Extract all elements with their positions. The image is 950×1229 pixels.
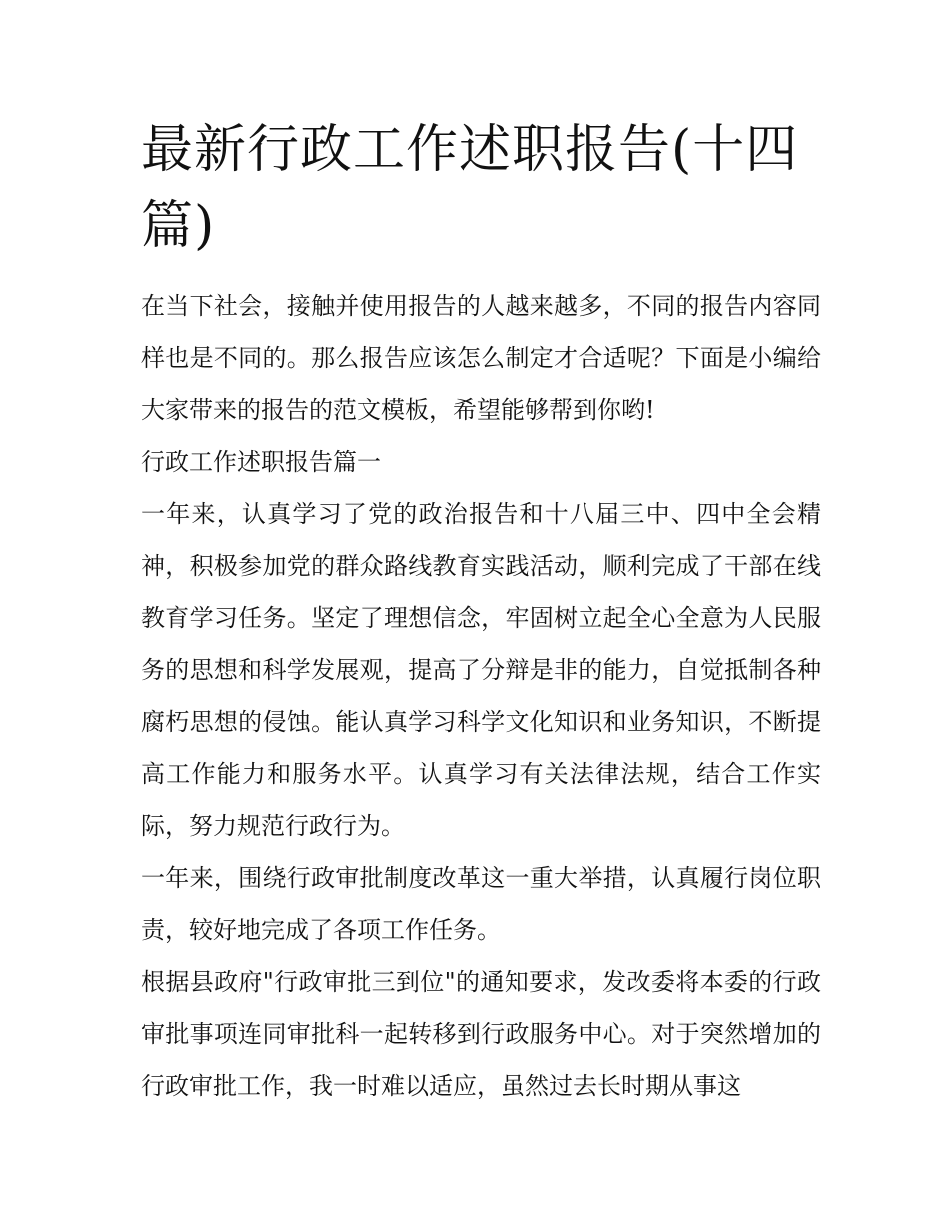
body-paragraph-3: 根据县政府"行政审批三到位"的通知要求，发改委将本委的行政审批事项连同审批科一起转移到行政服务中心。对于突然增加的行政审批工作，我一时难以适应，虽然过去长时期从事这 <box>141 968 821 1100</box>
intro-paragraph: 在当下社会，接触并使用报告的人越来越多，不同的报告内容同样也是不同的。那么报告应该怎么制定才合适呢？下面是小编给大家带来的报告的范文模板，希望能够帮到你哟! <box>141 292 821 424</box>
body-paragraph-2: 一年来，围绕行政审批制度改革这一重大举措，认真履行岗位职责，较好地完成了各项工作任务。 <box>141 864 821 944</box>
document-title: 最新行政工作述职报告(十四篇) <box>141 120 799 256</box>
section-heading: 行政工作述职报告篇一 <box>141 448 381 476</box>
document-body <box>141 280 821 1112</box>
body-paragraph-1: 一年来，认真学习了党的政治报告和十八届三中、四中全会精神，积极参加党的群众路线教育实践活动，顺利完成了干部在线教育学习任务。坚定了理想信念，牢固树立起全心全意为人民服务的思想和科学发展观，提高了分辩是非的能力，自觉抵制各种腐朽思想的侵蚀。能认真学习科学文化知识和业务知识，不断提高工作能力和服务水平。认真学习有关法律法规，结合工作实际，努力规范行政行为。 <box>141 500 821 840</box>
